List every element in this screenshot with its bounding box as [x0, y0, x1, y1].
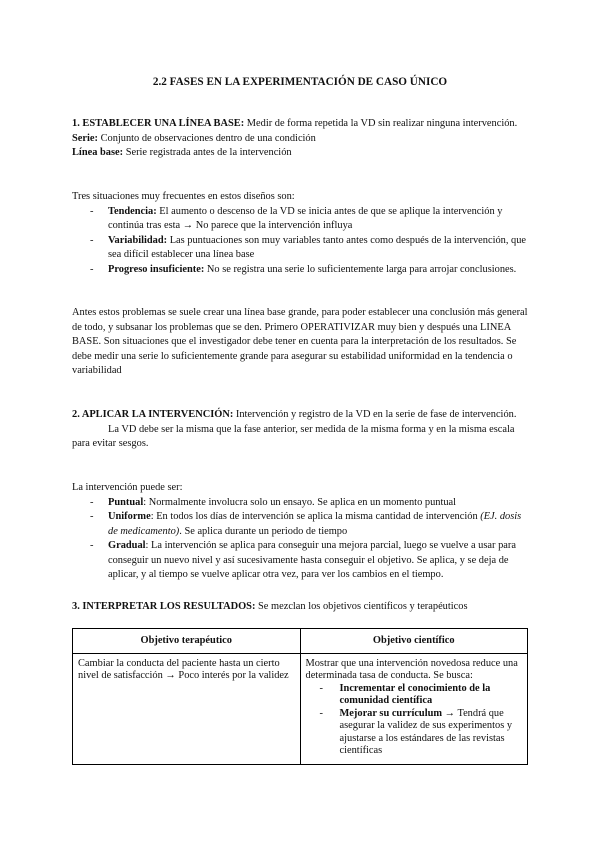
list-item-term: Gradual	[108, 540, 146, 551]
list-item	[306, 683, 523, 708]
list-item-tail: . Se aplica durante un periodo de tiempo	[179, 525, 348, 537]
list-item	[72, 234, 528, 263]
section-3-heading: 3. INTERPRETAR LOS RESULTADOS:	[72, 601, 256, 612]
list-item	[72, 263, 528, 278]
table-cell-terapeutico	[73, 653, 301, 764]
list-item	[72, 510, 528, 539]
definition-serie-term: Serie:	[72, 132, 98, 144]
list-item-text: No se registra una serie lo suficientemente larga para arrojar conclusiones.	[204, 263, 517, 275]
section-1-heading-line	[72, 117, 528, 132]
section-2-heading-line	[72, 408, 528, 423]
section-2-types	[72, 481, 528, 583]
definition-linea-base-term: Línea base:	[72, 147, 124, 158]
section-2-heading: 2. APLICAR LA INTERVENCIÓN:	[72, 409, 234, 420]
types-intro: La intervención puede ser:	[72, 482, 183, 493]
list-item-term: Progreso insuficiente:	[108, 263, 205, 275]
list-item-term: Uniforme	[108, 511, 151, 522]
section-2-indented-paragraph: La VD debe ser la misma que la fase anterior, ser medida de la misma forma y en la misma escala para evitar sesgos.	[72, 423, 515, 449]
definition-serie-text: Conjunto de observaciones dentro de una condición	[97, 132, 316, 144]
list-item-text: : Normalmente involucra solo un ensayo. Se aplica en un momento puntual	[143, 496, 457, 508]
section-1-heading: 1. ESTABLECER UNA LÍNEA BASE:	[72, 118, 245, 129]
list-item	[72, 539, 528, 583]
cientifico-intro: Mostrar que una intervención novedosa reduce una determinada tasa de conducta. Se busca:	[305, 657, 518, 681]
terapeutico-text: Cambiar la conducta del paciente hasta un cierto nivel de satisfacción → Poco interés por la validez	[78, 657, 289, 681]
definition-linea-base	[72, 146, 528, 161]
list-item	[72, 205, 528, 234]
objectives-table-wrap	[72, 628, 528, 765]
definition-linea-base-text: Serie registrada antes de la intervención	[123, 147, 292, 158]
list-item-term: Mejorar su currículum	[339, 707, 443, 719]
list-item	[72, 496, 528, 511]
table-cell-cientifico	[300, 653, 528, 764]
list-item-text: → Tendrá que asegurar la validez de sus experimentos y ajustarse a los estándares de las revistas científicas	[339, 707, 513, 756]
table-header-cientifico: Objetivo científico	[300, 629, 528, 654]
section-1-paragraph	[72, 306, 528, 379]
situations-list	[72, 205, 528, 278]
page-title: 2.2 FASES EN LA EXPERIMENTACIÓN DE CASO ÚNICO	[152, 76, 448, 88]
list-item-term: Incrementar el conocimiento de la comunidad científica	[339, 682, 491, 706]
definition-serie	[72, 132, 528, 147]
cientifico-list	[306, 683, 523, 758]
section-2	[72, 408, 528, 452]
types-list-gradual	[72, 539, 528, 583]
section-3	[72, 600, 528, 615]
types-list	[72, 496, 528, 540]
section-1-heading-text: Medir de forma repetida la VD sin realizar ninguna intervención.	[244, 118, 518, 129]
section-3-heading-text: Se mezclan los objetivos científicos y terapéuticos	[255, 601, 468, 612]
list-item-example: (EJ. dosis de medicamento)	[108, 511, 522, 537]
section-1-situations	[72, 190, 528, 277]
list-item-text: : En todos los días de intervención se aplica la misma cantidad de intervención	[150, 511, 481, 522]
list-item-term: Variabilidad:	[108, 234, 168, 246]
section-3-heading-line	[72, 600, 528, 615]
section-1	[72, 117, 528, 161]
list-item-text: El aumento o descenso de la VD se inicia antes de que se aplique la intervención y continúa tras esta → No parece que la intervención influya	[108, 205, 503, 231]
list-item-term: Puntual	[108, 496, 144, 508]
paragraph: Antes estos problemas se suele crear una línea base grande, para poder establecer una conclusión más general de todo, y subsanar los problemas que se den. Primero OPERATIVIZAR muy bien y después una LINEA BASE. Son situaciones que el investigador debe tener en cuenta para la interpretación de los resultados. Se debe medir una serie lo suficientemente grande para asegurar su estabilidad uniformidad en la tendencia o variabilidad	[72, 307, 528, 376]
table-header-terapeutico: Objetivo terapéutico	[73, 629, 301, 654]
table-header-row	[73, 629, 528, 654]
list-item-term: Tendencia:	[108, 205, 157, 217]
table-row	[73, 653, 528, 764]
objectives-table	[72, 628, 528, 765]
situations-intro: Tres situaciones muy frecuentes en estos diseños son:	[72, 191, 295, 202]
list-item-text: Las puntuaciones son muy variables tanto antes como después de la intervención, que sea difícil establecer una línea base	[108, 234, 527, 260]
list-item	[306, 708, 523, 758]
section-2-heading-text: Intervención y registro de la VD en la serie de fase de intervención.	[233, 409, 517, 420]
list-item-text: : La intervención se aplica para conseguir una mejora parcial, luego se vuelve a usar para conseguir un nuevo nivel y así sucesivamente hasta conseguir el objetivo. Se aplica, y se deja de aplicar, y al tiempo se vuelve aplicar otra vez, para ver los cambios en el tiempo.	[108, 540, 516, 580]
